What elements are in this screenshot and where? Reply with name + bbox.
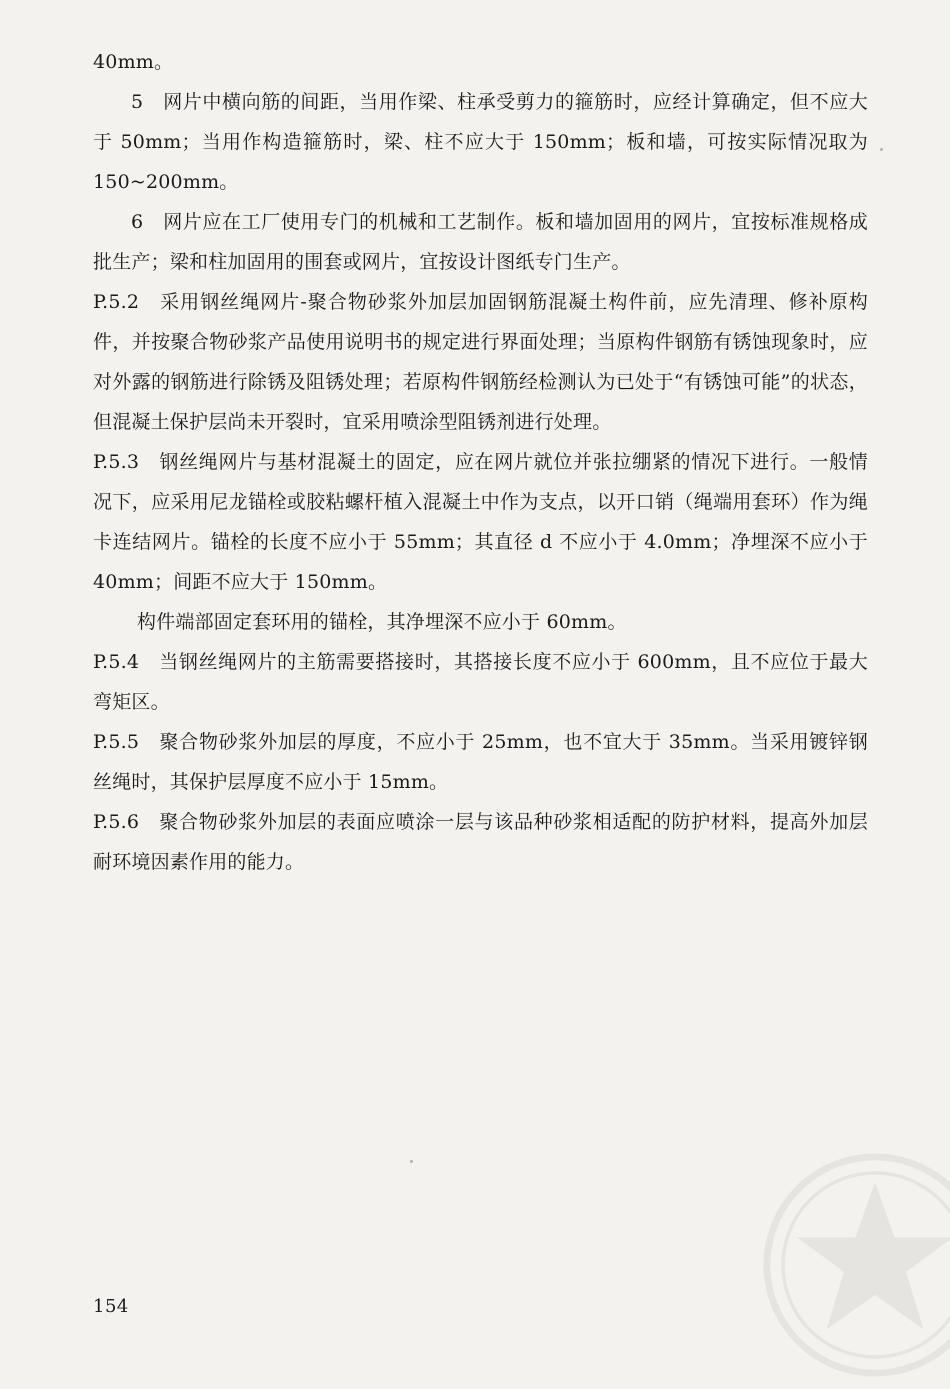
scan-speck [880,148,883,151]
paragraph-p-5-2: P.5.2 采用钢丝绳网片-聚合物砂浆外加层加固钢筋混凝土构件前，应先清理、修补原构件，并按聚合物砂浆产品使用说明书的规定进行界面处理；当原构件钢筋有锈蚀现象时，应对外露的钢筋进行除锈及阻锈处理；若原构件钢筋经检测认为已处于“有锈蚀可能”的状态，但混凝土保护层尚未开裂时，宜采用喷涂型阻锈剂进行处理。 [93,291,868,433]
paragraph-anchor-end: 构件端部固定套环用的锚栓，其净埋深不应小于 60mm。 [137,611,627,633]
paragraph-p-5-3: P.5.3 钢丝绳网片与基材混凝土的固定，应在网片就位并张拉绷紧的情况下进行。一般情况下，应采用尼龙锚栓或胶粘螺杆植入混凝土中作为支点，以开口销（绳端用套环）作为绳卡连结网片。锚栓的长度不应小于 55mm；其直径 d 不应小于 4.0mm；净埋深不应小于 40mm；间距不应大于 150mm。 [93,451,875,593]
paragraph-p-5-5: P.5.5 聚合物砂浆外加层的厚度，不应小于 25mm，也不宜大于 35mm。当采用镀锌钢丝绳时，其保护层厚度不应小于 15mm。 [93,731,868,793]
star-watermark-icon [760,1150,950,1380]
paragraph-item-5: 5 网片中横向筋的间距，当用作梁、柱承受剪力的箍筋时，应经计算确定，但不应大于 50mm；当用作构造箍筋时，梁、柱不应大于 150mm；板和墙，可按实际情况取为 150~200mm。 [93,91,875,193]
body-text [93,42,875,882]
paragraph-p-5-4: P.5.4 当钢丝绳网片的主筋需要搭接时，其搭接长度不应小于 600mm，且不应位于最大弯矩区。 [93,651,868,713]
paragraph-continuation: 40mm。 [93,51,174,73]
paragraph-p-5-6: P.5.6 聚合物砂浆外加层的表面应喷涂一层与该品种砂浆相适配的防护材料，提高外加层耐环境因素作用的能力。 [93,811,868,873]
page-number: 154 [93,1296,129,1317]
paragraph-item-6: 6 网片应在工厂使用专门的机械和工艺制作。板和墙加固用的网片，宜按标准规格成批生产；梁和柱加固用的围套或网片，宜按设计图纸专门生产。 [93,211,868,273]
scan-speck [410,1160,413,1163]
